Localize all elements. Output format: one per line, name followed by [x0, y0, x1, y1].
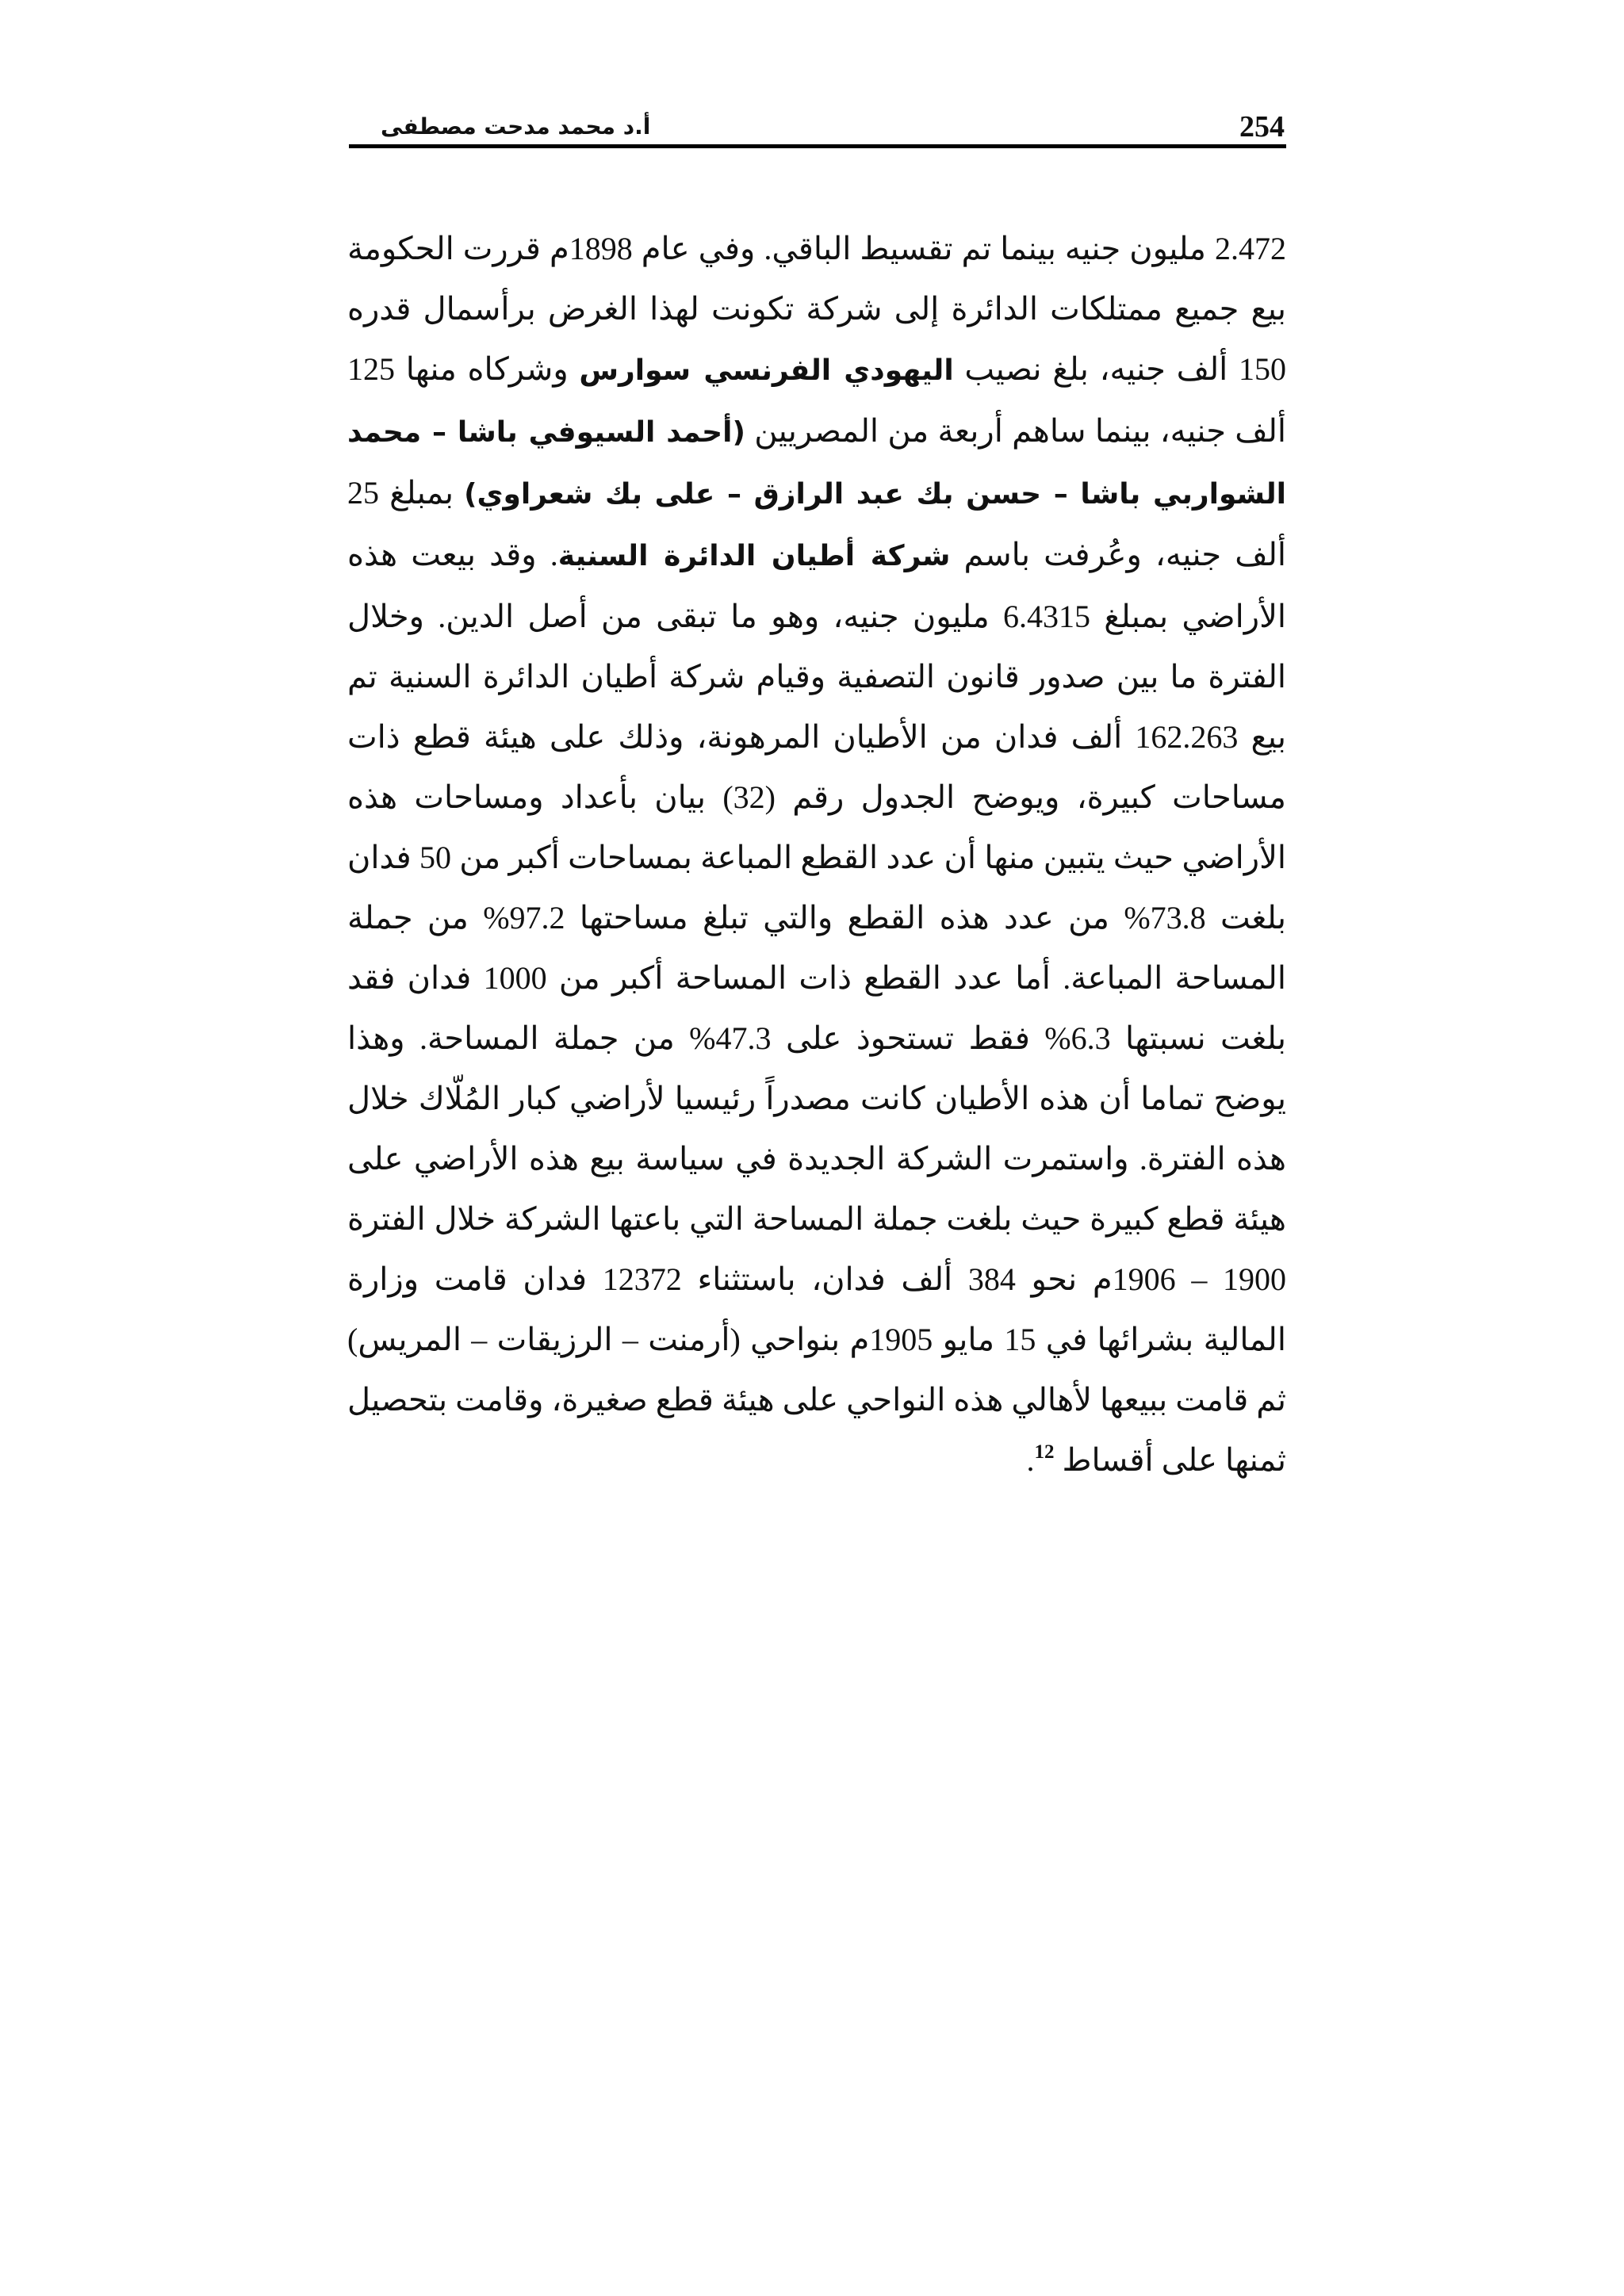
bold-phrase-egyptian-shareholders: (أحمد السيوفي باشا – محمد الشواربي باشا – حسن بك عبد الرازق – على بك شعراوي)	[347, 416, 1287, 511]
text-run: . وقد بيعت هذه الأراضي بمبلغ 6.4315 مليون جنيه، وهو ما تبقى من أصل الدين. وخلال الفترة ما بين صدور قانون التصفية وقيام شركة أطيان الدائرة السنية تم بيع 162.263 ألف فدان من الأطيان المرهونة، وذلك على هيئة قطع ذات مساحات كبيرة، ويوضح الجدول رقم (32) بيان بأعداد ومساحات هذه الأراضي حيث يتبين منها أن عدد القطع المباعة بمساحات أكبر من 50 فدان بلغت 73.8% من عدد هذه القطع والتي تبلغ مساحتها 97.2% من جملة المساحة المباعة. أما عدد القطع ذات المساحة أكبر من 1000 فدان فقد بلغت نسبتها 6.3% فقط تستحوذ على 47.3% من جملة المساحة. وهذا يوضح تماما أن هذه الأطيان كانت مصدراً رئيسيا لأراضي كبار المُلّاك خلال هذه الفترة. واستمرت الشركة الجديدة في سياسة بيع هذه الأراضي على هيئة قطع كبيرة حيث بلغت جملة المساحة التي باعتها الشركة خلال الفترة 1900 – 1906م نحو 384 ألف فدان، باستثناء 12372 فدان قامت وزارة المالية بشرائها في 15 مايو 1905م بنواحي (أرمنت – الرزيقات – المريس) ثم قامت ببيعها لأهالي هذه النواحي على هيئة قطع صغيرة، وقامت بتحصيل ثمنها على أقساط	[347, 537, 1287, 1478]
text-run: 2.472 مليون جنيه بينما تم تقسيط الباقي. وفي عام 1898م قررت الحكومة بيع جميع ممتلكات الدائرة إلى شركة تكونت لهذا الغرض برأسمال قدره 150 ألف جنيه، بلغ نصيب	[347, 231, 1287, 387]
bold-phrase-company-name: شركة أطيان الدائرة السنية	[557, 540, 951, 572]
text-run: بمبلغ 25 ألف جنيه، وعُرفت باسم	[347, 475, 1286, 572]
header-divider	[349, 144, 1286, 148]
page-header	[349, 101, 1285, 149]
bold-phrase-suares: اليهودي الفرنسي سوارس	[579, 354, 954, 387]
text-run: وشركاه منها 125 ألف جنيه، بينما ساهم أربعة من المصريين	[347, 351, 1287, 449]
sentence-end: .	[1026, 1442, 1035, 1478]
body-paragraph	[347, 219, 1286, 1490]
author-name: أ.د محمد مدحت مصطفى	[381, 113, 651, 140]
page-number: 254	[1239, 110, 1285, 144]
footnote-reference: 12	[1034, 1441, 1055, 1463]
